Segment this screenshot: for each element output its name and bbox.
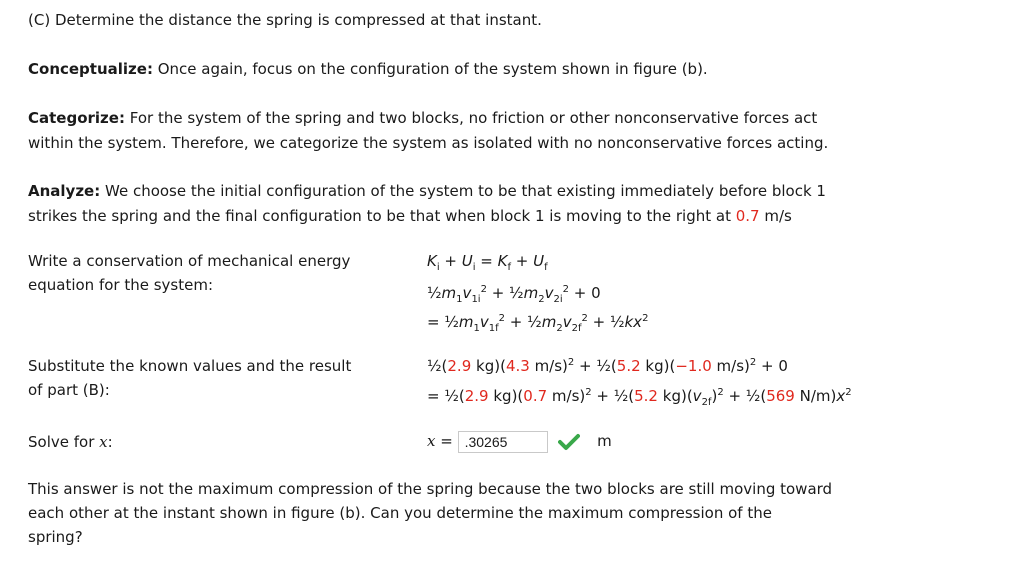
- energy-equation-line-2: $\frac{1}{2}m_1v_{1i}^2$ + $\frac{1}{2}m_2v_{2i}^2 + 0$: [427, 284, 601, 305]
- substitution-line-2: = ½(2.9 kg)(0.7 m/s)$^2$ + ½(5.2 $kg)(v_{2f})^2$ + ½(569 $N/m)x^2$: [427, 387, 852, 408]
- analyze-paragraph: [28, 181, 826, 201]
- analyze-label: Analyze:: [28, 182, 101, 200]
- categorize-text-1: For the system of the spring and two blocks, no friction or other nonconservative forces act: [124, 109, 818, 127]
- energy-equation-line-3: = $\frac{1}{2}m_1v_{1f}^2$ + $\frac{1}{2}m_2v_{2f}^2$ + $\frac{1}{2}kx^2$: [427, 313, 649, 334]
- categorize-paragraph: [28, 108, 817, 128]
- conceptualize-text: Once again, focus on the configuration of the system shown in figure (b).: [152, 60, 708, 78]
- conceptualize-label: Conceptualize:: [28, 60, 153, 78]
- step1-label-1: Write a conservation of mechanical energy: [28, 252, 351, 270]
- energy-equation-line-1: $K_i + U_i = K_f + U_f$: [427, 252, 548, 273]
- categorize-text-2: within the system. Therefore, we categorize the system as isolated with no nonconservative forces acting.: [28, 134, 829, 152]
- analyze-speed: 0.7: [735, 207, 760, 225]
- closing-text-3: spring?: [28, 528, 83, 546]
- analyze-text-1: We choose the initial configuration of the system to be that existing immediately before block 1: [100, 182, 826, 200]
- step3-label: Solve for x:: [28, 433, 113, 451]
- answer-input[interactable]: .30265: [458, 431, 548, 453]
- analyze-text-2: strikes the spring and the final configuration to be that when block 1 is moving to the right at 0.7 m/s: [28, 207, 792, 225]
- checkmark-icon: [558, 433, 580, 451]
- closing-text-2: each other at the instant shown in figure (b). Can you determine the maximum compression of the: [28, 504, 772, 522]
- step1-label-2: equation for the system:: [28, 276, 214, 294]
- step2-label-1: Substitute the known values and the result: [28, 357, 352, 375]
- substitution-line-1: ½(2.9 kg)(4.3 m/s)$^2$ + ½(5.2 kg)(−1.0 m/s)$^2$ + 0: [427, 357, 788, 375]
- answer-variable: x: [427, 432, 436, 450]
- part-c-header: (C) Determine the distance the spring is compressed at that instant.: [28, 11, 542, 29]
- answer-row: x = .30265 m: [427, 429, 612, 453]
- conceptualize-paragraph: [28, 59, 708, 79]
- answer-unit: m: [597, 432, 612, 450]
- step2-label-2: of part (B):: [28, 381, 110, 399]
- closing-text-1: This answer is not the maximum compression of the spring because the two blocks are still moving toward: [28, 480, 833, 498]
- categorize-label: Categorize:: [28, 109, 125, 127]
